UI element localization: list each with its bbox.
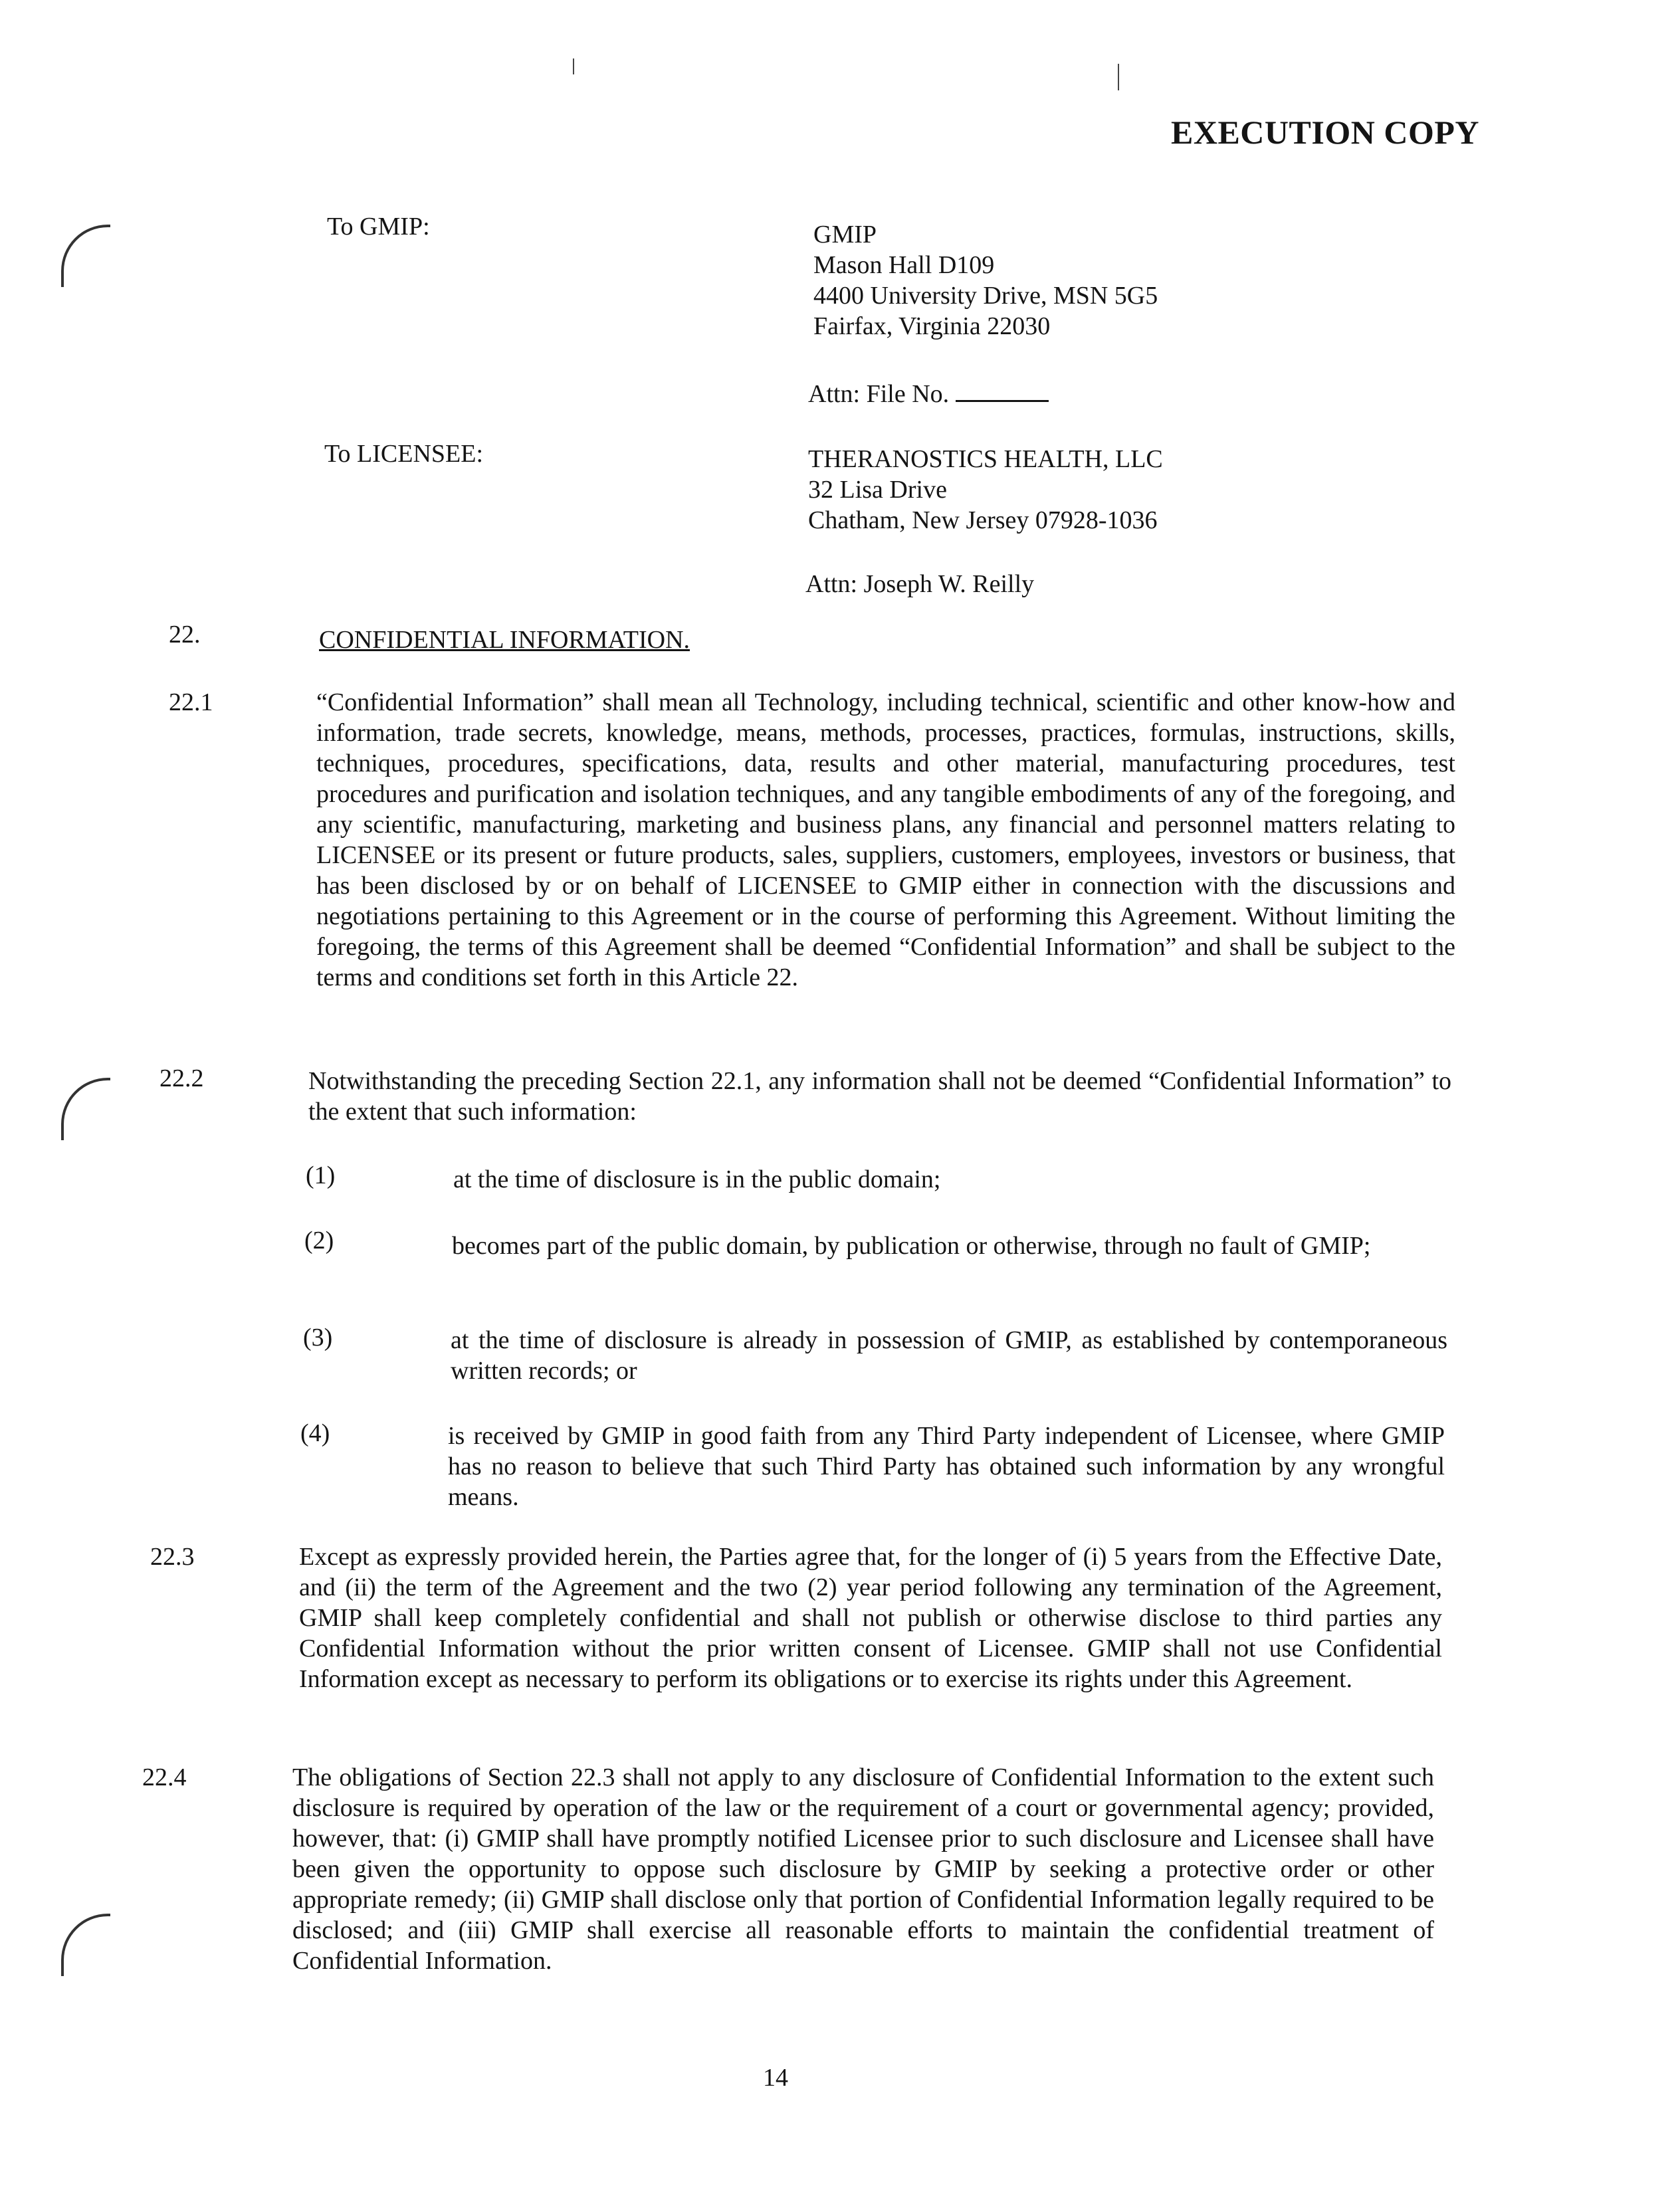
address-line: GMIP	[813, 221, 877, 249]
file-number-blank	[956, 380, 1049, 402]
scan-mark	[1118, 64, 1119, 90]
scan-mark	[573, 58, 574, 74]
attn-label: Attn: File No.	[808, 380, 950, 408]
list-item-label: (3)	[303, 1324, 333, 1352]
list-item-text: at the time of disclosure is already in possession of GMIP, as established by contemporaneous written records; or	[451, 1326, 1447, 1385]
gmip-address	[813, 219, 1158, 342]
address-line: Fairfax, Virginia 22030	[813, 312, 1051, 340]
section-number: 22.2	[159, 1064, 204, 1092]
section-22-4-text: The obligations of Section 22.3 shall not apply to any disclosure of Confidential Information to the extent such disclosure is required by operation of the law or the requirement of a court or governmental agency; provided, however, that: (i) GMIP shall have promptly notified Licensee prior to such disclosure and Licensee shall have been given the opportunity to oppose such disclosure by GMIP by seeking a protective order or other appropriate remedy; (ii) GMIP shall disclose only that portion of Confidential Information legally required to be disclosed; and (iii) GMIP shall exercise all reasonable efforts to maintain the confidential treatment of Confidential Information.	[292, 1763, 1434, 1975]
list-item-text: is received by GMIP in good faith from any Third Party independent of Licensee, where GMIP has no reason to believe that such Third Party has obtained such information by any wrongful means.	[448, 1422, 1445, 1511]
licensee-address	[808, 444, 1163, 536]
section-22-3-text: Except as expressly provided herein, the Parties agree that, for the longer of (i) 5 years from the Effective Date, and (ii) the term of the Agreement and the two (2) year period following any termination of the Agreement, GMIP shall keep completely confidential and shall not publish or otherwise disclose to third parties any Confidential Information without the prior written consent of Licensee. GMIP shall not use Confidential Information except as necessary to perform its obligations or to exercise its rights under this Agreement.	[299, 1543, 1442, 1693]
address-line: Chatham, New Jersey 07928-1036	[808, 506, 1158, 534]
gmip-attn	[808, 379, 1049, 409]
section-number: 22.1	[169, 688, 213, 716]
article-title: CONFIDENTIAL INFORMATION.	[319, 626, 690, 654]
list-item-label: (2)	[304, 1227, 334, 1254]
list-item-text: becomes part of the public domain, by publication or otherwise, through no fault of GMIP;	[452, 1232, 1371, 1260]
section-number: 22.4	[142, 1763, 187, 1791]
binder-hole-mark	[61, 1914, 110, 1976]
list-item-text: at the time of disclosure is in the public domain;	[453, 1165, 941, 1193]
licensee-attn: Attn: Joseph W. Reilly	[805, 570, 1035, 598]
address-line: Mason Hall D109	[813, 251, 995, 279]
address-line: 32 Lisa Drive	[808, 476, 947, 504]
to-licensee-label: To LICENSEE:	[324, 440, 484, 468]
list-item-label: (4)	[300, 1419, 330, 1447]
section-22-1-text: “Confidential Information” shall mean all Technology, including technical, scientific and other know-how and information, trade secrets, knowledge, means, methods, processes, practices, formulas, instructions, skills, techniques, procedures, specifications, data, results and other material, manufacturing procedures, test procedures and purification and isolation techniques, and any tangible embodiments of any of the foregoing, and any scientific, manufacturing, marketing and business plans, any financial and personnel matters relating to LICENSEE or its present or future products, sales, suppliers, customers, employees, investors or business, that has been disclosed by or on behalf of LICENSEE to GMIP either in connection with the discussions and negotiations pertaining to this Agreement or in the course of performing this Agreement. Without limiting the foregoing, the terms of this Agreement shall be deemed “Confidential Information” and shall be subject to the terms and conditions set forth in this Article 22.	[316, 688, 1455, 991]
execution-copy-header: EXECUTION COPY	[1171, 114, 1479, 151]
section-number: 22.3	[150, 1543, 195, 1571]
to-gmip-label: To GMIP:	[327, 213, 430, 241]
address-line: THERANOSTICS HEALTH, LLC	[808, 445, 1163, 473]
list-item-label: (1)	[306, 1161, 336, 1189]
address-line: 4400 University Drive, MSN 5G5	[813, 282, 1158, 310]
section-22-2-text: Notwithstanding the preceding Section 22.1, any information shall not be deemed “Confidential Information” to the extent that such information:	[308, 1067, 1451, 1126]
article-number: 22.	[169, 621, 201, 649]
binder-hole-mark	[61, 1078, 110, 1140]
page-number: 14	[763, 2064, 788, 2092]
binder-hole-mark	[61, 225, 110, 287]
